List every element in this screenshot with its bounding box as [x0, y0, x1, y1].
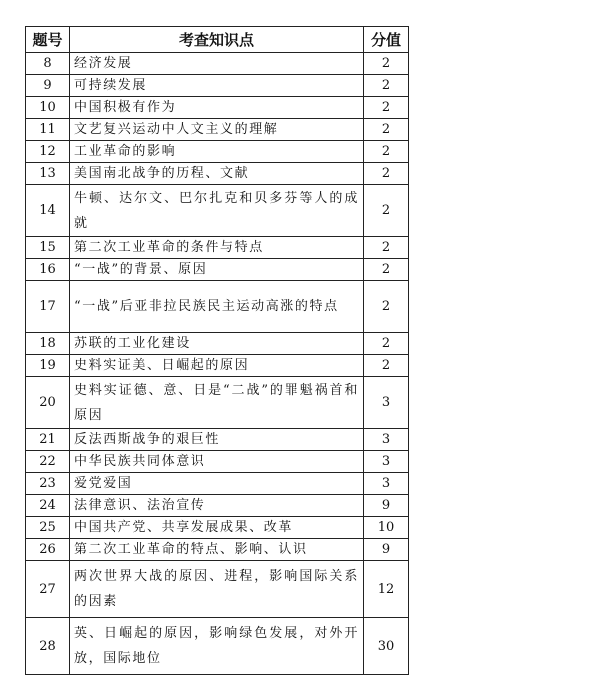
table-row — [26, 141, 409, 163]
question-number: 20 — [26, 377, 70, 429]
table-row — [26, 517, 409, 539]
header-row — [26, 27, 409, 53]
points-cell: 2 — [364, 259, 409, 281]
topic-cell: 工业革命的影响 — [70, 141, 364, 163]
points-cell: 2 — [364, 119, 409, 141]
points-cell: 2 — [364, 281, 409, 333]
table-row — [26, 561, 409, 618]
points-cell: 30 — [364, 618, 409, 675]
points-cell: 12 — [364, 561, 409, 618]
table-row — [26, 259, 409, 281]
points-cell: 9 — [364, 495, 409, 517]
points-cell: 2 — [364, 163, 409, 185]
table-row — [26, 333, 409, 355]
table-row — [26, 281, 409, 333]
table-row — [26, 97, 409, 119]
points-cell: 3 — [364, 377, 409, 429]
points-cell: 3 — [364, 473, 409, 495]
topic-cell: “一战”后亚非拉民族民主运动高涨的特点 — [70, 281, 364, 333]
table-row — [26, 539, 409, 561]
table-row — [26, 451, 409, 473]
knowledge-points-table — [25, 26, 409, 675]
topic-cell: 文艺复兴运动中人文主义的理解 — [70, 119, 364, 141]
table-row — [26, 473, 409, 495]
topic-cell: 美国南北战争的历程、文献 — [70, 163, 364, 185]
question-number: 22 — [26, 451, 70, 473]
question-number: 17 — [26, 281, 70, 333]
topic-cell: 中国共产党、共享发展成果、改革 — [70, 517, 364, 539]
question-number: 27 — [26, 561, 70, 618]
points-cell: 3 — [364, 451, 409, 473]
question-number: 23 — [26, 473, 70, 495]
points-cell: 3 — [364, 429, 409, 451]
topic-cell: 两次世界大战的原因、进程，影响国际关系的因素 — [70, 561, 364, 618]
question-number: 16 — [26, 259, 70, 281]
question-number: 9 — [26, 75, 70, 97]
question-number: 13 — [26, 163, 70, 185]
table-row — [26, 119, 409, 141]
header-num: 题号 — [26, 27, 70, 53]
points-cell: 2 — [364, 333, 409, 355]
points-cell: 10 — [364, 517, 409, 539]
topic-cell: 爱党爱国 — [70, 473, 364, 495]
table-row — [26, 355, 409, 377]
topic-cell: 法律意识、法治宣传 — [70, 495, 364, 517]
points-cell: 2 — [364, 185, 409, 237]
table-row — [26, 618, 409, 675]
question-number: 11 — [26, 119, 70, 141]
points-cell: 2 — [364, 141, 409, 163]
topic-cell: 经济发展 — [70, 53, 364, 75]
table-row — [26, 75, 409, 97]
topic-cell: 牛顿、达尔文、巴尔扎克和贝多芬等人的成就 — [70, 185, 364, 237]
question-number: 10 — [26, 97, 70, 119]
table-row — [26, 237, 409, 259]
topic-cell: 史料实证德、意、日是“二战”的罪魁祸首和原因 — [70, 377, 364, 429]
question-number: 26 — [26, 539, 70, 561]
table-row — [26, 163, 409, 185]
topic-cell: 反法西斯战争的艰巨性 — [70, 429, 364, 451]
question-number: 12 — [26, 141, 70, 163]
question-number: 25 — [26, 517, 70, 539]
points-cell: 2 — [364, 237, 409, 259]
question-number: 18 — [26, 333, 70, 355]
points-cell: 2 — [364, 75, 409, 97]
topic-cell: 苏联的工业化建设 — [70, 333, 364, 355]
points-cell: 2 — [364, 355, 409, 377]
question-number: 21 — [26, 429, 70, 451]
question-number: 14 — [26, 185, 70, 237]
table-row — [26, 377, 409, 429]
topic-cell: 可持续发展 — [70, 75, 364, 97]
topic-cell: 第二次工业革命的条件与特点 — [70, 237, 364, 259]
table-row — [26, 495, 409, 517]
topic-cell: 英、日崛起的原因，影响绿色发展，对外开放，国际地位 — [70, 618, 364, 675]
points-cell: 2 — [364, 97, 409, 119]
topic-cell: 第二次工业革命的特点、影响、认识 — [70, 539, 364, 561]
question-number: 19 — [26, 355, 70, 377]
question-number: 28 — [26, 618, 70, 675]
table-row — [26, 185, 409, 237]
question-number: 15 — [26, 237, 70, 259]
header-topic: 考查知识点 — [70, 27, 364, 53]
table-row — [26, 429, 409, 451]
question-number: 24 — [26, 495, 70, 517]
topic-cell: 史料实证美、日崛起的原因 — [70, 355, 364, 377]
header-points: 分值 — [364, 27, 409, 53]
points-cell: 9 — [364, 539, 409, 561]
topic-cell: 中华民族共同体意识 — [70, 451, 364, 473]
table-row — [26, 53, 409, 75]
question-number: 8 — [26, 53, 70, 75]
points-cell: 2 — [364, 53, 409, 75]
topic-cell: “一战”的背景、原因 — [70, 259, 364, 281]
topic-cell: 中国积极有作为 — [70, 97, 364, 119]
